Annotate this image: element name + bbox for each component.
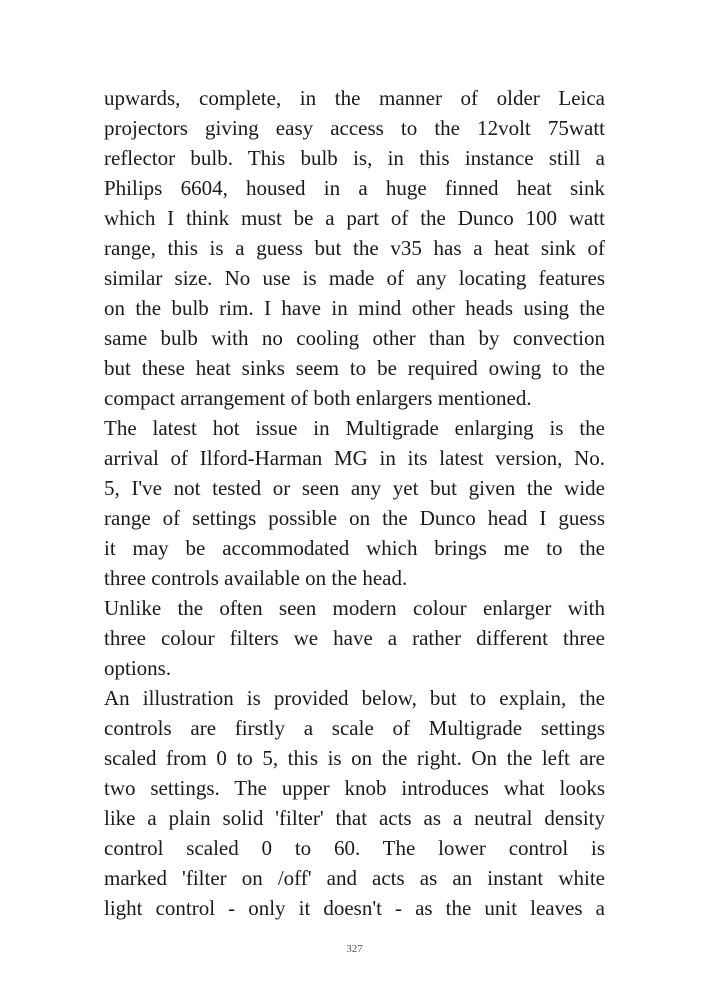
body-text [104,83,605,923]
text-line: An illustration is provided below, but to explain, the [104,686,605,710]
text-line: range, this is a guess but the v35 has a heat sink of [104,236,605,260]
text-line: options. [104,656,172,680]
text-line: upwards, complete, in the manner of older Leica [104,86,605,110]
text-line: The latest hot issue in Multigrade enlarging is the [104,416,605,440]
text-line: Unlike the often seen modern colour enlarger with [104,596,605,620]
text-line: on the bulb rim. I have in mind other heads using the [104,296,605,320]
text-line: scaled from 0 to 5, this is on the right. On the left are [104,746,605,770]
text-line: light control - only it doesn't - as the unit leaves a [104,896,605,920]
text-line: arrival of Ilford-Harman MG in its latest version, No. [104,446,605,470]
text-line: range of settings possible on the Dunco head I guess [104,506,605,530]
text-line: marked 'filter on /off' and acts as an instant white [104,866,605,890]
text-line: three controls available on the head. [104,566,408,590]
text-line: control scaled 0 to 60. The lower control is [104,836,605,860]
text-line: projectors giving easy access to the 12volt 75watt [104,116,605,140]
page-number: 327 [346,943,363,955]
text-line: compact arrangement of both enlargers mentioned. [104,386,532,410]
text-line: which I think must be a part of the Dunco 100 watt [104,206,605,230]
text-line: two settings. The upper knob introduces what looks [104,776,605,800]
text-line: 5, I've not tested or seen any yet but given the wide [104,476,605,500]
text-line: it may be accommodated which brings me to the [104,536,605,560]
text-line: three colour filters we have a rather different three [104,626,605,650]
text-line: controls are firstly a scale of Multigrade settings [104,716,605,740]
text-line: Philips 6604, housed in a huge finned heat sink [104,176,605,200]
text-line: similar size. No use is made of any locating features [104,266,605,290]
text-line: like a plain solid 'filter' that acts as a neutral density [104,806,605,830]
text-line: but these heat sinks seem to be required owing to the [104,356,605,380]
text-line: reflector bulb. This bulb is, in this instance still a [104,146,605,170]
text-line: same bulb with no cooling other than by convection [104,326,605,350]
